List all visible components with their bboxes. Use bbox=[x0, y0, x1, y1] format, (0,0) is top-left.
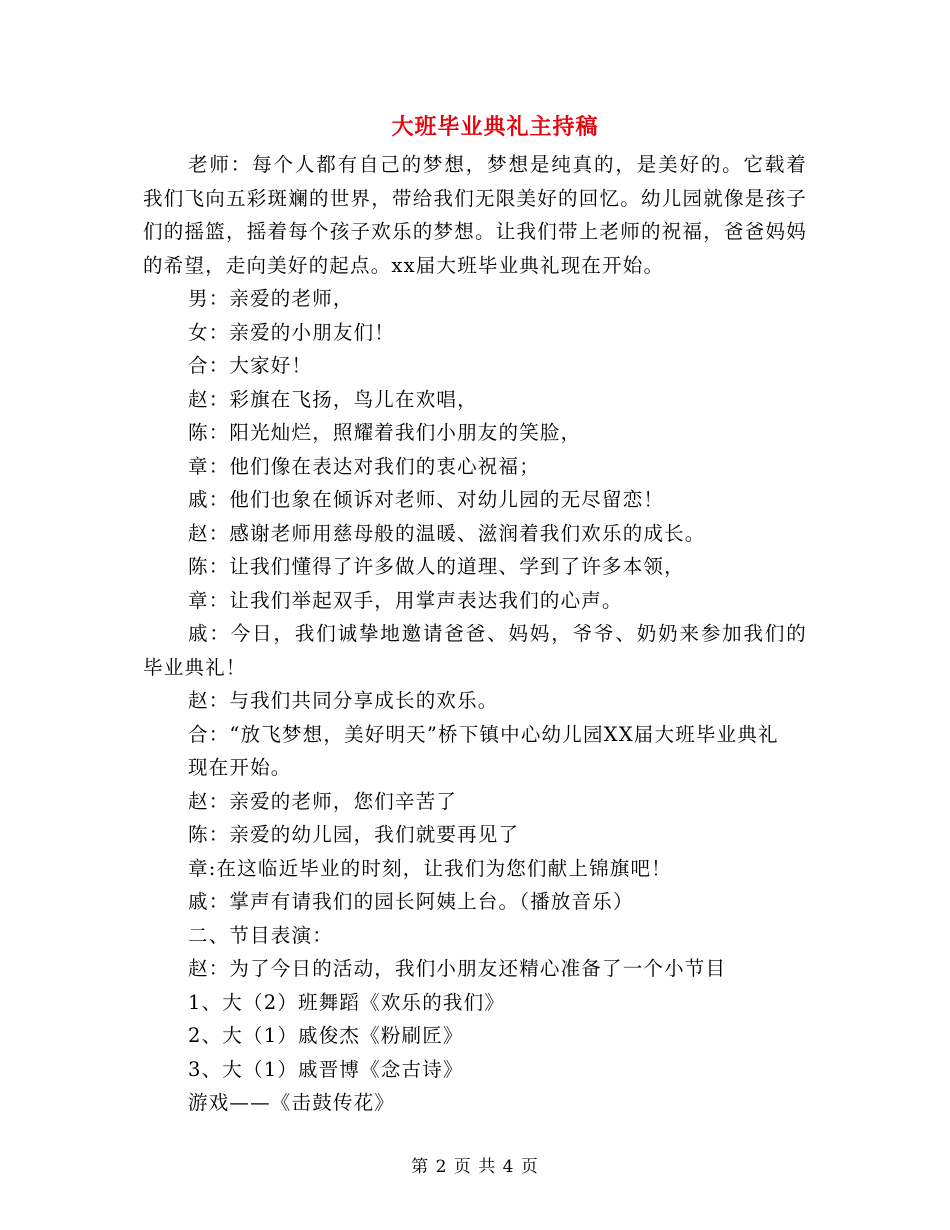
section-heading: 二、节目表演： bbox=[188, 923, 333, 947]
program-item: 游戏——《击鼓传花》 bbox=[188, 1091, 396, 1114]
paragraph-line: 戚：掌声有请我们的园长阿姨上台。（播放音乐） bbox=[188, 890, 634, 913]
program-item: 1、大（2）班舞蹈《欢乐的我们》 bbox=[188, 990, 506, 1014]
paragraph-line: 赵：为了今日的活动，我们小朋友还精心准备了一个小节目 bbox=[188, 957, 727, 980]
page-footer bbox=[0, 1152, 950, 1177]
paragraph-line: 戚：他们也象在倾诉对老师、对幼儿园的无尽留恋！ bbox=[188, 488, 665, 511]
paragraph-line: 合：“放飞梦想，美好明天”桥下镇中心幼儿园XX届大班毕业典礼 bbox=[188, 722, 779, 746]
program-item: 2、大（1）戚俊杰《粉刷匠》 bbox=[188, 1024, 464, 1047]
paragraph-line: 赵：感谢老师用慈母般的温暖、滋润着我们欢乐的成长。 bbox=[188, 521, 706, 545]
paragraph-teacher-intro: 老师：每个人都有自己的梦想，梦想是纯真的，是美好的。它载着我们飞向五彩斑斓的世界，带给我们无限美好的回忆。幼儿园就像是孩子们的摇篮，摇着每个孩子欢乐的梦想。让我们带上老师的祝福，爸爸妈妈的希望，走向美好的起点。xx届大班毕业典礼现在开始。 bbox=[143, 153, 807, 277]
paragraph-line: 女：亲爱的小朋友们！ bbox=[188, 320, 396, 344]
paragraph-line: 章:在这临近毕业的时刻，让我们为您们献上锦旗吧！ bbox=[188, 856, 672, 880]
paragraph-line: 赵：与我们共同分享成长的欢乐。 bbox=[188, 689, 499, 712]
document-body bbox=[143, 148, 807, 1120]
total-label: 共 bbox=[478, 1157, 497, 1177]
paragraph-line: 陈：让我们懂得了许多做人的道理、学到了许多本领， bbox=[188, 555, 685, 578]
page-label-prefix: 第 bbox=[411, 1157, 430, 1177]
paragraph-line: 合：大家好！ bbox=[188, 354, 313, 377]
paragraph-line: 赵：亲爱的老师，您们辛苦了 bbox=[188, 789, 458, 813]
paragraph-line: 章：他们像在表达对我们的衷心祝福； bbox=[188, 454, 540, 478]
paragraph-line: 陈：阳光灿烂，照耀着我们小朋友的笑脸， bbox=[188, 421, 582, 444]
page-label: 页 bbox=[453, 1157, 472, 1177]
total-pages-number: 4 bbox=[502, 1157, 515, 1177]
paragraph-line: 章：让我们举起双手，用掌声表达我们的心声。 bbox=[188, 588, 623, 612]
page-label-suffix: 页 bbox=[520, 1157, 539, 1177]
program-item: 3、大（1）戚晋博《念古诗》 bbox=[188, 1057, 464, 1081]
paragraph-line: 赵：彩旗在飞扬，鸟儿在欢唱， bbox=[188, 387, 478, 411]
paragraph-line: 戚：今日，我们诚挚地邀请爸爸、妈妈，爷爷、奶奶来参加我们的毕业典礼！ bbox=[143, 622, 807, 679]
paragraph-line: 男：亲爱的老师， bbox=[188, 287, 354, 310]
paragraph-line: 现在开始。 bbox=[188, 756, 292, 779]
document-title: 大班毕业典礼主持稿 bbox=[391, 114, 599, 140]
paragraph-line: 陈：亲爱的幼儿园，我们就要再见了 bbox=[188, 823, 520, 846]
current-page-number: 2 bbox=[435, 1157, 448, 1177]
